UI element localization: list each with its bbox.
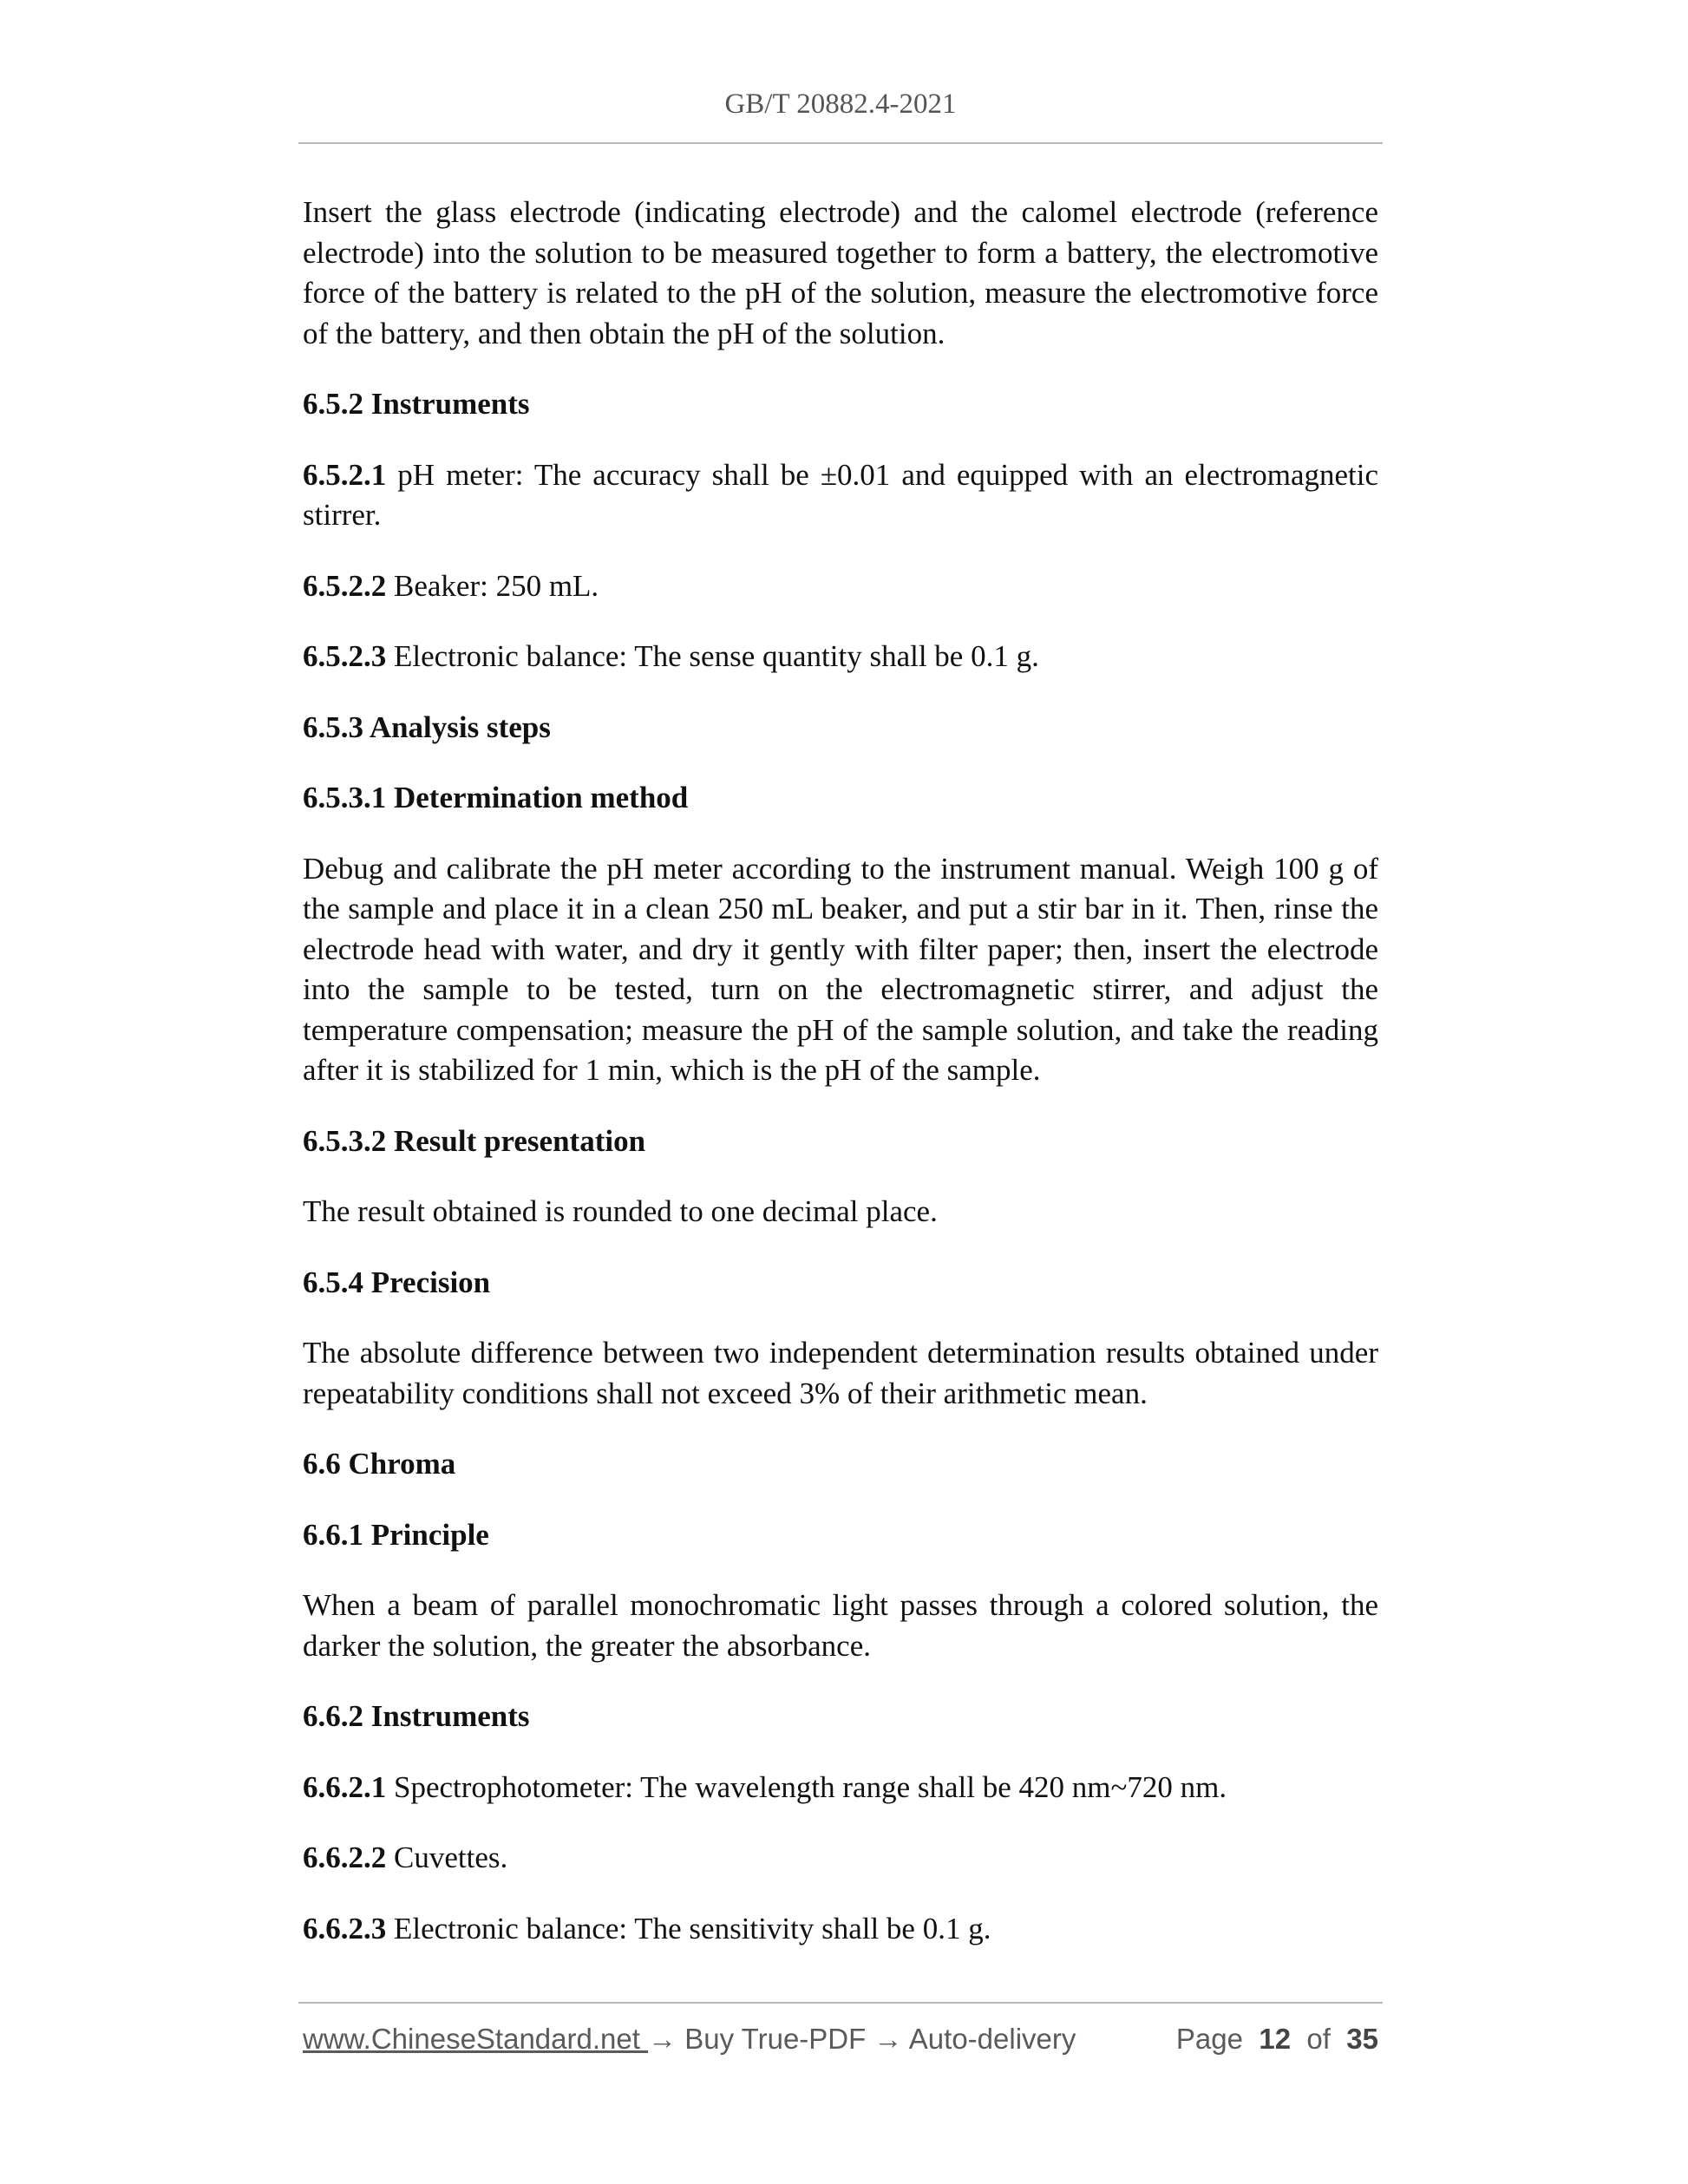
page-header-title: GB/T 20882.4-2021 (724, 88, 957, 120)
section-heading-6-5-3-2: 6.5.3.2 Result presentation (303, 1123, 646, 1158)
page-of-label: of (1306, 2023, 1331, 2055)
principle-paragraph: Insert the glass electrode (indicating electrode) and the calomel electrode (reference electrode) into the solution to be measured together to form a battery, the electromotive force of the battery is related to the pH of the solution, measure the electromotive force of the battery, and then obtain the pH of the solution. (303, 195, 1378, 350)
website-link[interactable]: www.ChineseStandard.net (303, 2023, 649, 2055)
clause-text: Spectrophotometer: The wavelength range shall be 420 nm~720 nm. (386, 1769, 1227, 1804)
document-body (303, 193, 1378, 1979)
section-heading-6-6-2: 6.6.2 Instruments (303, 1699, 530, 1733)
clause-text: Electronic balance: The sensitivity shall be 0.1 g. (386, 1911, 991, 1945)
clause-6-6-2-2 (303, 1838, 1378, 1879)
page-total: 35 (1346, 2023, 1378, 2055)
page-number (1176, 2023, 1378, 2056)
chroma-principle-paragraph: When a beam of parallel monochromatic light passes through a colored solution, the darker the solution, the greater the absorbance. (303, 1588, 1378, 1663)
clause-text: pH meter: The accuracy shall be ±0.01 and equipped with an electromagnetic stirrer. (303, 457, 1378, 532)
section-heading-6-5-3-1: 6.5.3.1 Determination method (303, 781, 689, 814)
footer-promo (303, 2023, 1076, 2056)
determination-method-paragraph: Debug and calibrate the pH meter according to the instrument manual. Weigh 100 g of the sample and place it in a clean 250 mL beaker, and put a stir bar in it. Then, rinse the electrode head with water, and dry it gently with filter paper; then, insert the electrode into the sample to be tested, turn on the electromagnetic stirrer, and adjust the temperature compensation; measure the pH of the sample solution, and take the reading after it is stabilized for 1 min, which is the pH of the sample. (303, 851, 1378, 1087)
page-label: Page (1175, 2023, 1243, 2055)
section-heading-6-5-4: 6.5.4 Precision (303, 1265, 491, 1299)
clause-6-6-2-1 (303, 1768, 1378, 1808)
clause-number: 6.6.2.2 (303, 1841, 387, 1874)
clause-text: Cuvettes. (386, 1841, 508, 1874)
precision-paragraph: The absolute difference between two independent determination results obtained under repeatability conditions shall not exceed 3% of their arithmetic mean. (303, 1336, 1378, 1410)
clause-6-5-2-2 (303, 566, 1378, 607)
section-heading-6-6-1: 6.6.1 Principle (303, 1517, 489, 1552)
clause-number: 6.5.2.2 (303, 568, 387, 603)
clause-6-6-2-3 (303, 1909, 1378, 1950)
footer-promo-text: → Buy True-PDF → Auto-delivery (648, 2023, 1076, 2055)
footer-divider (298, 2002, 1383, 2004)
clause-text: Electronic balance: The sense quantity shall be 0.1 g. (386, 639, 1039, 673)
section-heading-6-5-3: 6.5.3 Analysis steps (303, 709, 551, 744)
section-heading-6-6: 6.6 Chroma (303, 1447, 456, 1481)
page-footer (303, 2023, 1378, 2061)
clause-6-5-2-3 (303, 637, 1378, 677)
clause-number: 6.6.2.3 (303, 1911, 387, 1945)
clause-text: Beaker: 250 mL. (386, 568, 599, 603)
clause-number: 6.5.2.1 (303, 457, 387, 492)
clause-number: 6.5.2.3 (303, 639, 387, 673)
clause-6-5-2-1 (303, 455, 1378, 536)
header-divider (298, 142, 1383, 144)
page-current: 12 (1259, 2023, 1292, 2055)
result-presentation-paragraph: The result obtained is rounded to one decimal place. (303, 1194, 938, 1228)
section-heading-6-5-2: 6.5.2 Instruments (303, 387, 530, 421)
clause-number: 6.6.2.1 (303, 1769, 387, 1804)
